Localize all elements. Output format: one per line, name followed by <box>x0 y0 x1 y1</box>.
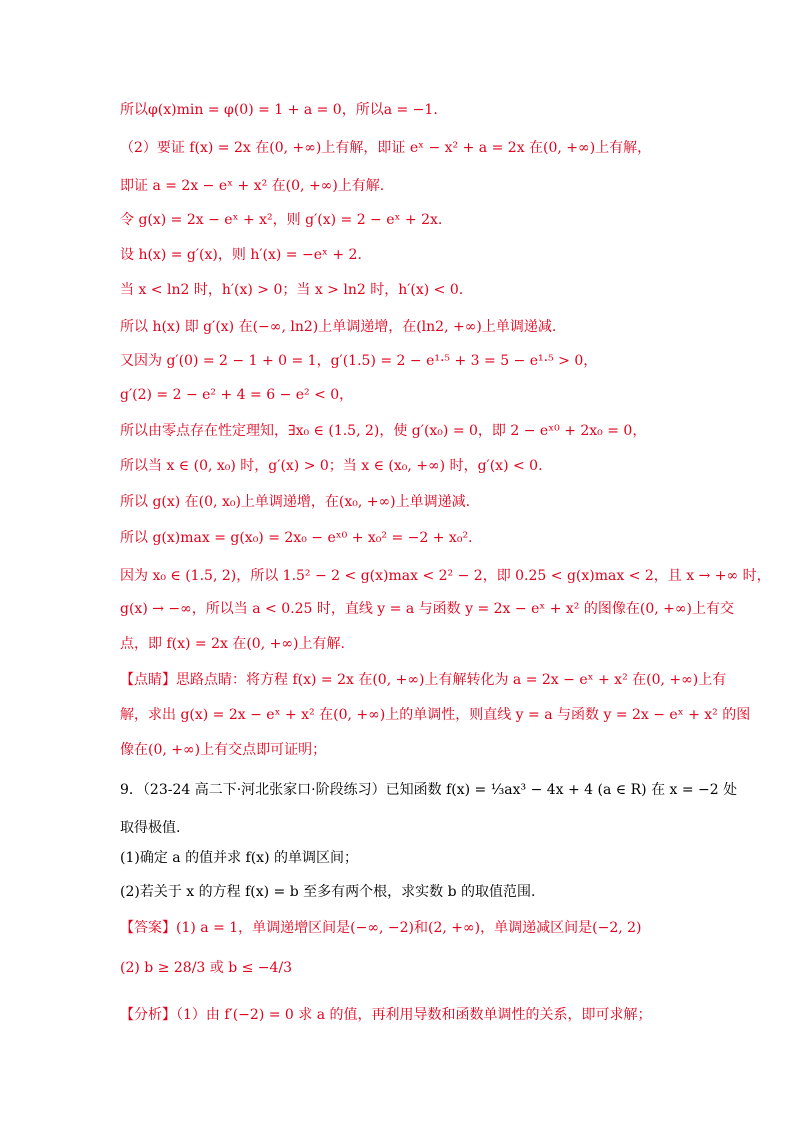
text-line: 点，即 f(x) = 2x 在(0, +∞)上有解. <box>120 636 345 652</box>
text-line: 所以φ(x)min = φ(0) = 1 + a = 0，所以a = −1. <box>120 102 438 118</box>
answer-line: 【答案】(1) a = 1，单调递增区间是(−∞, −2)和(2, +∞)，单调递减区间是(−2, 2) <box>120 920 642 936</box>
text-line: 因为 x₀ ∈ (1.5, 2)，所以 1.5² − 2 < g(x)max < 2² − 2，即 0.25 < g(x)max < 2，且 x → +∞ 时， <box>120 568 771 584</box>
remark-line: 解，求出 g(x) = 2x − eˣ + x² 在(0, +∞)上的单调性，则直线 y = a 与函数 y = 2x − eˣ + x² 的图 <box>120 707 751 723</box>
question-line: 9．（23-24 高二下·河北张家口·阶段练习）已知函数 f(x) = ⅓ax³ − 4x + 4 (a ∈ R) 在 x = −2 处 <box>120 782 738 798</box>
text-line: 当 x < ln2 时，h′(x) > 0；当 x > ln2 时，h′(x) < 0. <box>120 282 464 298</box>
question-line: (1)确定 a 的值并求 f(x) 的单调区间； <box>120 850 358 866</box>
text-line: g(x) → −∞，所以当 a < 0.25 时，直线 y = a 与函数 y = 2x − eˣ + x² 的图像在(0, +∞)上有交 <box>120 601 734 617</box>
question-line: 取得极值. <box>120 820 181 836</box>
question-line: (2)若关于 x 的方程 f(x) = b 至多有两个根，求实数 b 的取值范围. <box>120 884 536 900</box>
text-line: （2）要证 f(x) = 2x 在(0, +∞)上有解，即证 eˣ − x² + a = 2x 在(0, +∞)上有解， <box>120 140 652 156</box>
text-line: g′(2) = 2 − e² + 4 = 6 − e² < 0， <box>120 387 354 403</box>
text-line: 即证 a = 2x − eˣ + x² 在(0, +∞)上有解. <box>120 178 385 194</box>
text-line: 设 h(x) = g′(x)，则 h′(x) = −eˣ + 2. <box>120 247 362 263</box>
text-line: 又因为 g′(0) = 2 − 1 + 0 = 1，g′(1.5) = 2 − e¹·⁵ + 3 = 5 − e¹·⁵ > 0， <box>120 353 598 369</box>
text-line: 所以 g(x) 在(0, x₀)上单调递增，在(x₀, +∞)上单调递减. <box>120 494 471 510</box>
answer-line: (2) b ≥ 28/3 或 b ≤ −4/3 <box>120 960 293 976</box>
text-line: 令 g(x) = 2x − eˣ + x²，则 g′(x) = 2 − eˣ + 2x. <box>120 212 443 228</box>
remark-line: 像在(0, +∞)上有交点即可证明； <box>120 742 327 758</box>
remark-line: 【点睛】思路点睛：将方程 f(x) = 2x 在(0, +∞)上有解转化为 a = 2x − eˣ + x² 在(0, +∞)上有 <box>120 672 727 688</box>
text-line: 所以当 x ∈ (0, x₀) 时，g′(x) > 0；当 x ∈ (x₀, +∞) 时，g′(x) < 0. <box>120 458 543 474</box>
text-line: 所以 h(x) 即 g′(x) 在(−∞, ln2)上单调递增，在(ln2, +∞)上单调递减. <box>120 319 557 335</box>
text-line: 所以 g(x)max = g(x₀) = 2x₀ − eˣ⁰ + x₀² = −2 + x₀². <box>120 530 473 546</box>
text-line: 所以由零点存在性定理知，∃x₀ ∈ (1.5, 2)，使 g′(x₀) = 0，即 2 − eˣ⁰ + 2x₀ = 0， <box>120 423 647 439</box>
analysis-line: 【分析】（1）由 f′(−2) = 0 求 a 的值，再利用导数和函数单调性的关系，即可求解； <box>120 1007 652 1023</box>
